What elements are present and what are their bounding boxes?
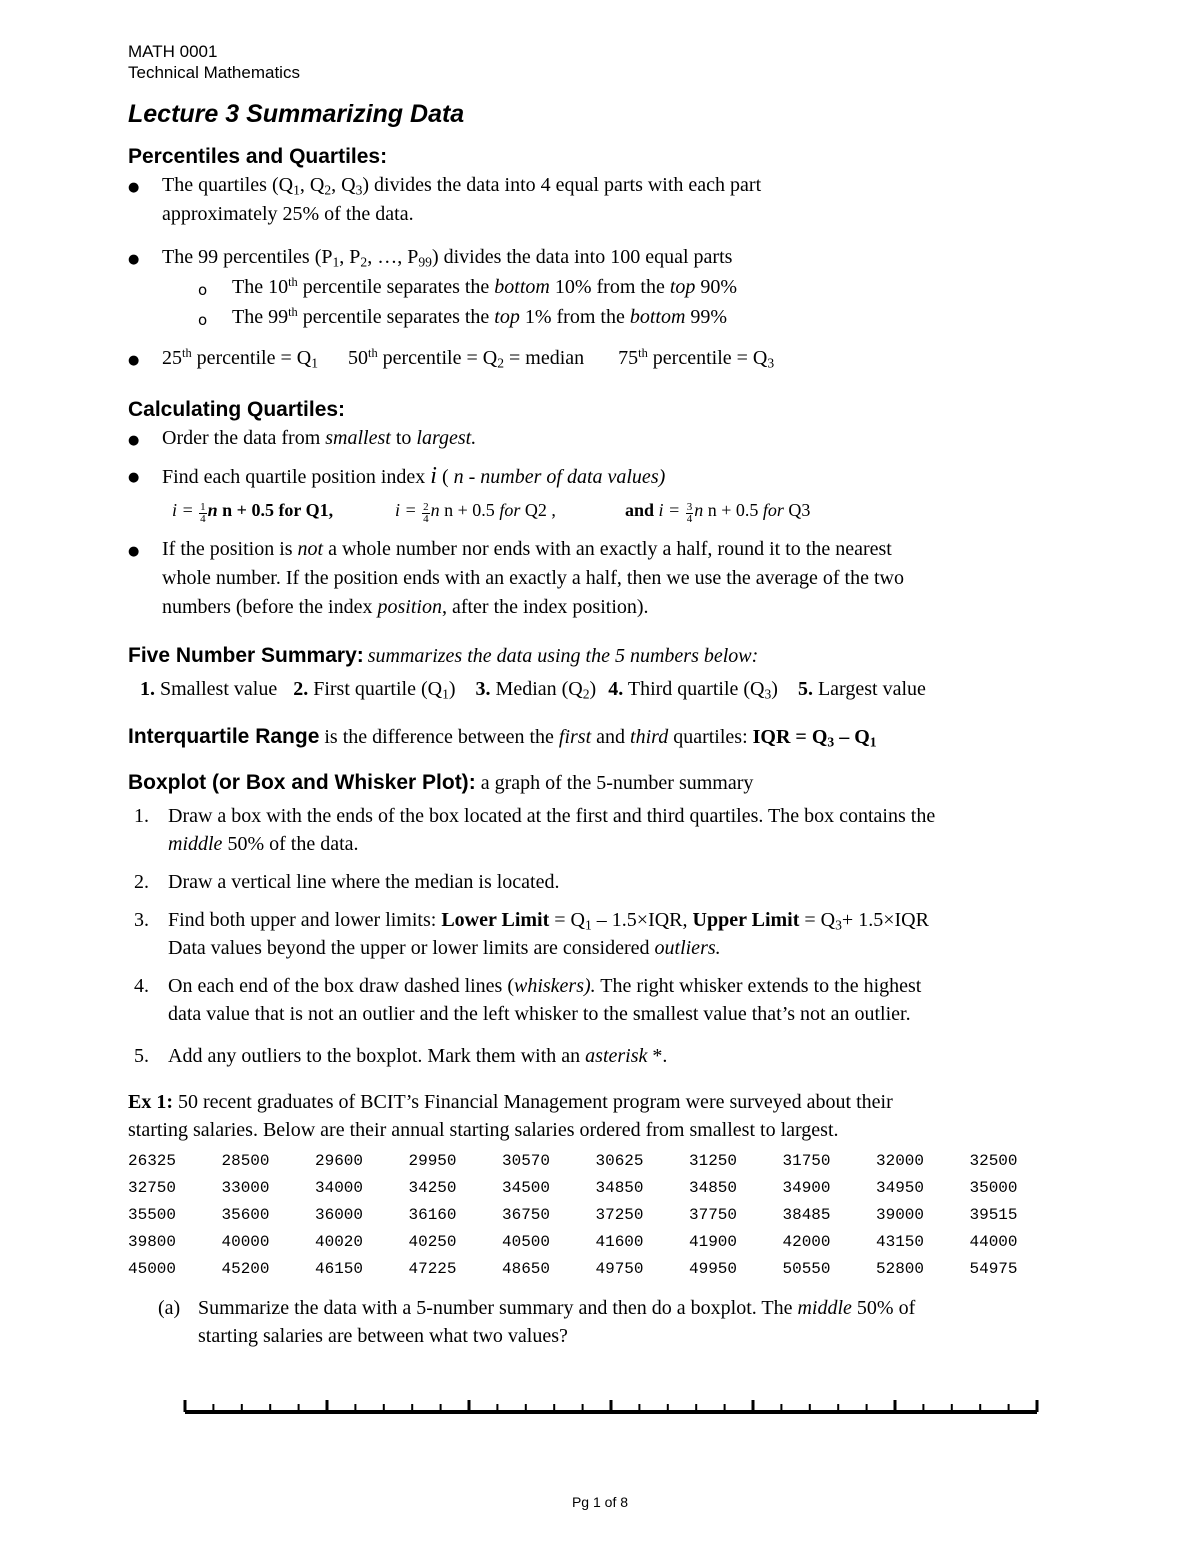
course-code: MATH 0001 <box>128 42 218 61</box>
five-number-summary-list: 1. Smallest value 2. First quartile $(Q_1)$ 3. Median $(Q_2)$ 4. Third quartile $(Q_3)$ 5. Largest value <box>140 678 926 702</box>
tenth-percentile-text: The 10th percentile separates the bottom 10% from the top 90% <box>232 275 738 298</box>
step-3-line2: Data values beyond the upper or lower limits are considered outliers. <box>168 937 721 959</box>
table-cell: 35500 <box>128 1206 177 1224</box>
question-a-line1: Summarize the data with a 5-number summary and then do a boxplot. The middle 50% of <box>198 1297 916 1319</box>
table-row <box>128 1179 1063 1206</box>
ninetyninth-percentile-text: The 99th percentile separates the top 1% from the bottom 99% <box>232 305 728 328</box>
table-cell: 31750 <box>782 1152 831 1170</box>
bullet-icon: ● <box>128 252 140 267</box>
table-cell: 36750 <box>502 1206 551 1224</box>
table-cell: 38485 <box>782 1206 831 1224</box>
iqr-definition: Interquartile Range is the difference between the first and third quartiles: IQR = $Q_3 - Q_1$ <box>128 725 877 750</box>
step-number: 2. <box>134 871 149 893</box>
table-cell: 34950 <box>876 1179 925 1197</box>
table-row <box>128 1206 1063 1233</box>
table-cell: 45200 <box>221 1260 270 1278</box>
table-cell: 32500 <box>969 1152 1018 1170</box>
course-subject: Technical Mathematics <box>128 63 300 82</box>
step-4-line2: data value that is not an outlier and the left whisker to the smallest value that’s not an outlier. <box>168 1003 911 1025</box>
table-cell: 34500 <box>502 1179 551 1197</box>
table-cell: 44000 <box>969 1233 1018 1251</box>
table-cell: 36000 <box>315 1206 364 1224</box>
bullet-icon: ● <box>128 180 140 195</box>
table-cell: 41600 <box>595 1233 644 1251</box>
table-cell: 40500 <box>502 1233 551 1251</box>
percentile-equivalences: 25th percentile = $Q_1$ 50th percentile = $Q_2$ = median 75th percentile = $Q_3$ <box>162 346 775 371</box>
formula-q1: i = $\frac{1}{4}$ n n + 0.5 for Q1, <box>172 500 334 526</box>
quartiles-text-line2: approximately 25% of the data. <box>162 203 414 225</box>
table-cell: 34850 <box>689 1179 738 1197</box>
table-cell: 30570 <box>502 1152 551 1170</box>
question-a-line2: starting salaries are between what two values? <box>198 1325 568 1347</box>
table-cell: 54975 <box>969 1260 1018 1278</box>
boxplot-number-line[interactable] <box>180 1395 1042 1419</box>
table-cell: 36160 <box>408 1206 457 1224</box>
table-cell: 41900 <box>689 1233 738 1251</box>
salary-table <box>128 1152 1063 1287</box>
table-cell: 29950 <box>408 1152 457 1170</box>
formula-q2: i = $\frac{2}{4}$ n n + 0.5 for Q2 , <box>395 500 556 526</box>
step-number: 4. <box>134 975 149 997</box>
percentiles-text: The 99 percentiles ($P_1$, $P_2$, …, $P_{99}$) divides the data into 100 equal parts <box>162 246 733 270</box>
table-cell: 35600 <box>221 1206 270 1224</box>
bullet-icon: ● <box>128 433 140 448</box>
table-cell: 32750 <box>128 1179 177 1197</box>
table-cell: 43150 <box>876 1233 925 1251</box>
table-cell: 26325 <box>128 1152 177 1170</box>
table-cell: 28500 <box>221 1152 270 1170</box>
position-index-text: Find each quartile position index i ( n - number of data values) <box>162 463 666 489</box>
table-cell: 37250 <box>595 1206 644 1224</box>
step-2: Draw a vertical line where the median is located. <box>168 871 560 893</box>
table-cell: 34850 <box>595 1179 644 1197</box>
step-5: Add any outliers to the boxplot. Mark them with an asterisk *. <box>168 1045 668 1067</box>
table-cell: 39000 <box>876 1206 925 1224</box>
five-number-summary-heading: Five Number Summary: summarizes the data using the 5 numbers below: <box>128 644 759 667</box>
circle-bullet-icon: o <box>198 311 208 329</box>
table-cell: 30625 <box>595 1152 644 1170</box>
table-cell: 37750 <box>689 1206 738 1224</box>
table-cell: 47225 <box>408 1260 457 1278</box>
page-number: Pg 1 of 8 <box>571 1494 629 1510</box>
table-cell: 52800 <box>876 1260 925 1278</box>
table-cell: 49750 <box>595 1260 644 1278</box>
example-intro-line2: starting salaries. Below are their annual starting salaries ordered from smallest to largest. <box>128 1119 839 1141</box>
percentiles-heading: Percentiles and Quartiles: <box>128 145 388 168</box>
table-cell: 42000 <box>782 1233 831 1251</box>
calculating-quartiles-heading: Calculating Quartiles: <box>128 398 346 421</box>
table-cell: 46150 <box>315 1260 364 1278</box>
table-row <box>128 1260 1063 1287</box>
example-intro-line1: Ex 1: 50 recent graduates of BCIT’s Financial Management program were surveyed about their <box>128 1091 893 1113</box>
table-cell: 40020 <box>315 1233 364 1251</box>
step-4-line1: On each end of the box draw dashed lines (whiskers). The right whisker extends to the highest <box>168 975 922 997</box>
table-cell: 40250 <box>408 1233 457 1251</box>
step-3-line1: Find both upper and lower limits: Lower Limit = $Q_1 - 1.5\times IQR$, Upper Limit = $Q_3+ 1.5\times IQR$ <box>168 909 929 933</box>
table-cell: 32000 <box>876 1152 925 1170</box>
table-cell: 48650 <box>502 1260 551 1278</box>
table-row <box>128 1152 1063 1179</box>
question-a-label: (a) <box>158 1297 181 1319</box>
table-cell: 29600 <box>315 1152 364 1170</box>
table-cell: 39515 <box>969 1206 1018 1224</box>
bullet-icon: ● <box>128 353 140 368</box>
table-cell: 31250 <box>689 1152 738 1170</box>
formula-q3: and i = $\frac{3}{4}$ n n + 0.5 for Q3 <box>625 500 811 526</box>
table-row <box>128 1233 1063 1260</box>
step-number: 1. <box>134 805 149 827</box>
table-cell: 49950 <box>689 1260 738 1278</box>
table-cell: 39800 <box>128 1233 177 1251</box>
table-cell: 35000 <box>969 1179 1018 1197</box>
step-1-line2: middle 50% of the data. <box>168 833 359 855</box>
rounding-rule-line2: whole number. If the position ends with an exactly a half, then we use the average of the two <box>162 567 904 589</box>
table-cell: 34000 <box>315 1179 364 1197</box>
table-cell: 33000 <box>221 1179 270 1197</box>
rounding-rule-line3: numbers (before the index position, after the index position). <box>162 596 649 618</box>
bullet-icon: ● <box>128 470 140 485</box>
table-cell: 50550 <box>782 1260 831 1278</box>
table-cell: 34250 <box>408 1179 457 1197</box>
step-number: 3. <box>134 909 149 931</box>
lecture-title: Lecture 3 Summarizing Data <box>128 100 465 128</box>
table-cell: 40000 <box>221 1233 270 1251</box>
bullet-icon: ● <box>128 544 140 559</box>
rounding-rule-line1: If the position is not a whole number nor ends with an exactly a half, round it to the nearest <box>162 538 892 560</box>
step-number: 5. <box>134 1045 149 1067</box>
boxplot-heading: Boxplot (or Box and Whisker Plot): a graph of the 5-number summary <box>128 771 754 794</box>
table-cell: 34900 <box>782 1179 831 1197</box>
step-1-line1: Draw a box with the ends of the box located at the first and third quartiles. The box contains the <box>168 805 936 827</box>
table-cell: 45000 <box>128 1260 177 1278</box>
quartiles-text: The quartiles ($Q_1$, $Q_2$, $Q_3$) divides the data into 4 equal parts with each part <box>162 174 762 198</box>
circle-bullet-icon: o <box>198 281 208 299</box>
order-data-text: Order the data from smallest to largest. <box>162 427 477 449</box>
